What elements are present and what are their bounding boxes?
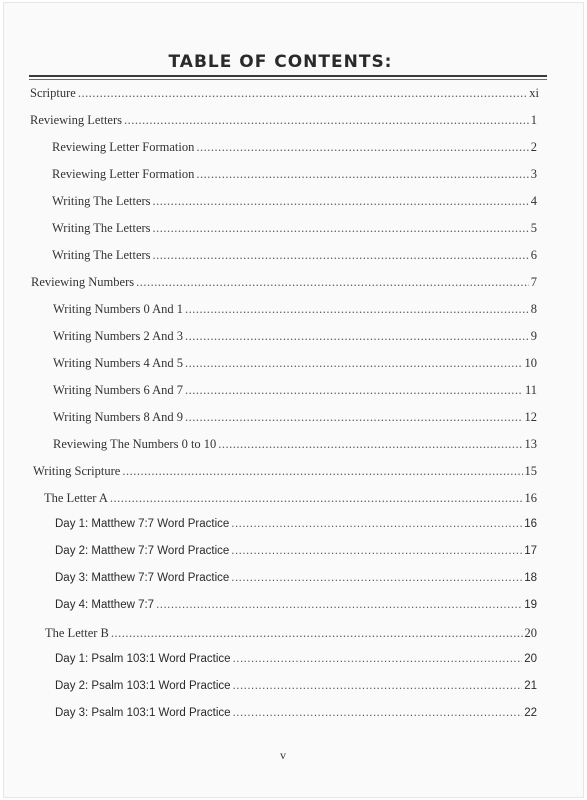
toc-entry-label: Scripture [30, 86, 76, 100]
toc-entry-scripture [30, 86, 539, 110]
dot-leader [196, 140, 528, 155]
toc-entry-label: Day 1: Matthew 7:7 Word Practice [55, 518, 230, 530]
document-page [3, 2, 584, 798]
toc-entry-page: 18 [524, 572, 537, 584]
toc-entry-page: 7 [530, 275, 537, 289]
toc-entry-page: 17 [524, 545, 537, 557]
toc-entry-writing-numbers-8-9 [53, 410, 537, 434]
dot-leader [122, 464, 522, 479]
toc-entry-letter-b-day-2 [55, 680, 537, 704]
dot-leader [153, 194, 529, 209]
toc-entry-writing-the-letters-3 [52, 248, 537, 272]
toc-entry-writing-numbers-4-5 [53, 356, 537, 380]
toc-entry-page: 11 [524, 383, 537, 397]
toc-entry-label: The Letter B [45, 626, 109, 640]
toc-entry-letter-a-day-4 [55, 599, 537, 623]
toc-entry-label: Writing Numbers 6 And 7 [53, 383, 184, 397]
toc-entry-page: 2 [530, 140, 537, 154]
toc-entry-label: The Letter A [44, 491, 108, 505]
toc-entry-page: 20 [524, 626, 537, 640]
toc-entry-reviewing-letter-formation-1 [52, 140, 537, 164]
dot-leader [78, 86, 527, 101]
toc-entry-page: 8 [530, 302, 537, 316]
toc-entry-label: Reviewing The Numbers 0 to 10 [53, 437, 217, 451]
toc-entry-reviewing-letters [30, 113, 537, 137]
title-rule-thin [29, 79, 547, 80]
toc-entry-label: Day 1: Psalm 103:1 Word Practice [55, 653, 231, 665]
toc-entry-reviewing-numbers [31, 275, 537, 299]
toc-entry-writing-scripture [33, 464, 537, 488]
dot-leader [233, 680, 523, 692]
toc-entry-label: Writing The Letters [52, 248, 151, 262]
toc-entry-page: 10 [524, 356, 537, 370]
toc-entry-page: 1 [530, 113, 537, 127]
toc-entry-label: Reviewing Letter Formation [52, 167, 195, 181]
toc-entry-page: 20 [524, 653, 537, 665]
toc-entry-letter-b-day-3 [55, 707, 537, 731]
toc-entry-label: Writing Numbers 0 And 1 [53, 302, 184, 316]
toc-entry-label: Day 4: Matthew 7:7 [55, 599, 155, 611]
toc-entry-page: 16 [524, 518, 537, 530]
toc-entry-label: Day 2: Matthew 7:7 Word Practice [55, 545, 230, 557]
toc-entry-label: Writing The Letters [52, 194, 151, 208]
toc-entry-letter-a-day-2 [55, 545, 537, 569]
toc-entry-label: Day 3: Matthew 7:7 Word Practice [55, 572, 230, 584]
toc-entry-label: Writing Numbers 4 And 5 [53, 356, 184, 370]
dot-leader [185, 383, 523, 398]
toc-entry-label: Writing Numbers 8 And 9 [53, 410, 184, 424]
toc-entry-label: Writing Scripture [33, 464, 121, 478]
toc-entry-page: 16 [524, 491, 537, 505]
toc-entry-label: Reviewing Numbers [31, 275, 135, 289]
toc-entry-label: Writing Numbers 2 And 3 [53, 329, 184, 343]
dot-leader [153, 248, 529, 263]
page-number-footer: v [280, 748, 286, 762]
toc-entry-writing-numbers-2-3 [53, 329, 537, 353]
toc-entry-label: Writing The Letters [52, 221, 151, 235]
toc-entry-page: 6 [530, 248, 537, 262]
toc-entry-letter-b-day-1 [55, 653, 537, 677]
toc-entry-letter-a-day-3 [55, 572, 537, 596]
dot-leader [231, 545, 522, 557]
toc-entry-page: 19 [524, 599, 537, 611]
toc-entry-label: Reviewing Letter Formation [52, 140, 195, 154]
toc-entry-writing-numbers-0-1 [53, 302, 537, 326]
toc-entry-letter-a [44, 491, 537, 515]
dot-leader [111, 626, 523, 641]
page-title: TABLE OF CONTENTS: [168, 52, 393, 72]
dot-leader [185, 329, 529, 344]
toc-entry-label: Day 2: Psalm 103:1 Word Practice [55, 680, 231, 692]
toc-entry-page: 4 [530, 194, 537, 208]
toc-entry-page: 3 [530, 167, 537, 181]
toc-entry-letter-a-day-1 [55, 518, 537, 542]
dot-leader [136, 275, 529, 290]
toc-entry-letter-b [45, 626, 537, 650]
dot-leader [110, 491, 523, 506]
dot-leader [196, 167, 528, 182]
dot-leader [156, 599, 522, 611]
toc-entry-reviewing-letter-formation-2 [52, 167, 537, 191]
dot-leader [153, 221, 529, 236]
dot-leader [233, 707, 523, 719]
toc-entry-page: 5 [530, 221, 537, 235]
toc-entry-label: Reviewing Letters [30, 113, 122, 127]
toc-entry-page: 21 [524, 680, 537, 692]
toc-entry-page: 22 [524, 707, 537, 719]
toc-entry-label: Day 3: Psalm 103:1 Word Practice [55, 707, 231, 719]
toc-entry-writing-the-letters-1 [52, 194, 537, 218]
toc-entry-writing-the-letters-2 [52, 221, 537, 245]
dot-leader [218, 437, 522, 452]
toc-entry-page: 13 [524, 437, 537, 451]
title-rule-thick [29, 75, 547, 77]
dot-leader [185, 410, 522, 425]
toc-entry-page: 15 [524, 464, 537, 478]
dot-leader [231, 518, 522, 530]
toc-entry-page: xi [529, 86, 539, 100]
dot-leader [231, 572, 522, 584]
toc-entry-writing-numbers-6-7 [53, 383, 537, 407]
toc-entry-page: 12 [524, 410, 537, 424]
toc-entry-page: 9 [530, 329, 537, 343]
toc-entry-reviewing-numbers-0-10 [53, 437, 537, 461]
dot-leader [233, 653, 523, 665]
dot-leader [185, 356, 522, 371]
dot-leader [185, 302, 529, 317]
dot-leader [124, 113, 529, 128]
